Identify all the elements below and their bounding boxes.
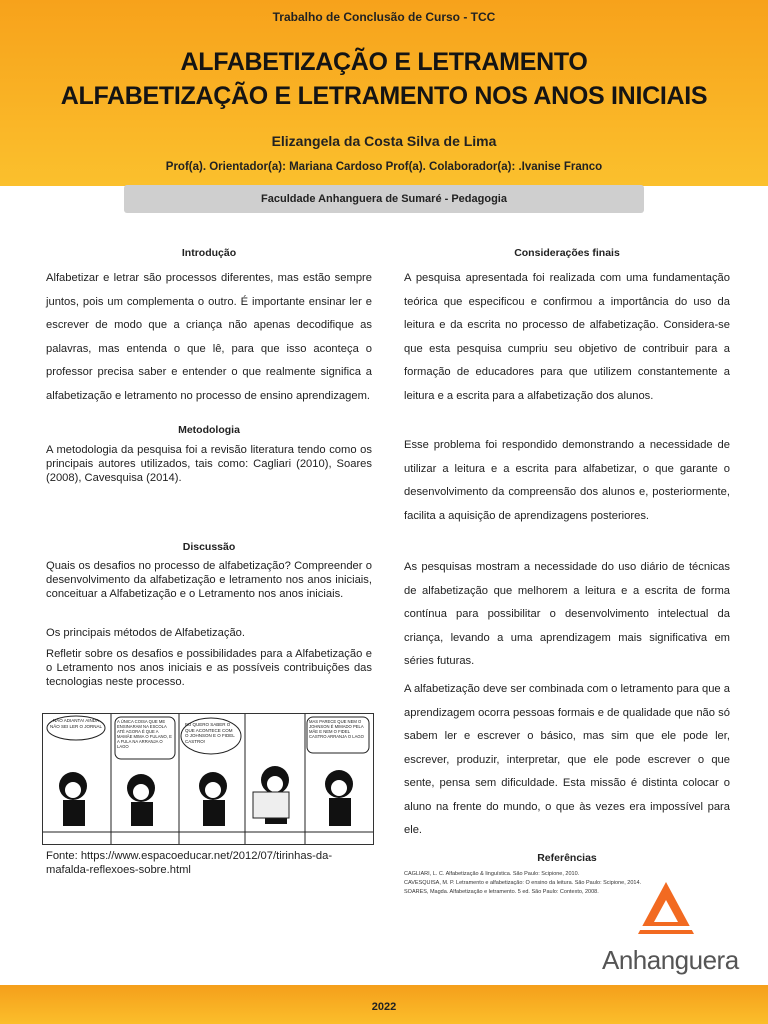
title-line-1: ALFABETIZAÇÃO E LETRAMENTO	[180, 48, 588, 76]
discussao-heading: Discussão	[182, 541, 236, 553]
consideracoes-text-3: As pesquisas mostram a necessidade do uso diário de técnicas de alfabetização que melhorem a leitura e a escrita de forma contínua para possibilitar o desenvolvimento intelectual da criança, levando a uma aprendizagem mais significativa em séries futuras.	[404, 561, 730, 667]
metodologia-text: A metodologia da pesquisa foi a revisão literatura tendo como os principais autores utilizados, tais como: Cagliari (2010), Soares (2008), Cavesquisa (2014).	[46, 444, 372, 484]
tcc-label: Trabalho de Conclusão de Curso - TCC	[272, 10, 496, 24]
comic-bubble-4: MAS PARECE QUE NEM O JOHNSON É MIMADO PELA MÃE E NEM O FIDEL CASTRO ARRANJA O LAGO	[309, 719, 364, 739]
consideracoes-heading: Considerações finais	[514, 247, 620, 259]
metodologia-heading: Metodologia	[178, 424, 240, 436]
comic-bubble-3: EU QUERO SABER O QUE ACONTECE COM O JOHNSON E O FIDEL CASTRO!	[185, 722, 235, 744]
consideracoes-text-1: A pesquisa apresentada foi realizada com uma fundamentação teórica que especificou e confirmou a importância do uso da leitura e da escrita no processo de alfabetização. Considera-se que esta pesquisa cumpriu seu objetivo de contribuir para a formação de educadores para que utilizem constantemente a leitura e a escrita para a alfabetização dos alunos.	[404, 272, 730, 402]
comic-bubble-1: NÃO ADIANTA! AINDA NÃO SEI LER O JORNAL	[49, 718, 102, 729]
author-name: Elizangela da Costa Silva de Lima	[271, 133, 497, 149]
discussao-text-1: Quais os desafios no processo de alfabetização? Compreender o desenvolvimento da alfabetização e letramento nos anos iniciais, conceituar a Alfabetização e o Letramento nos anos iniciais.	[46, 560, 372, 600]
referencia-item: CAVESQUISA, M. P. Letramento e alfabetização: O ensino da leitura. São Paulo: Scipione, 2014.	[404, 880, 642, 886]
referencias-heading: Referências	[537, 852, 597, 864]
faculty-bar	[124, 185, 644, 213]
discussao-text-3: Refletir sobre os desafios e possibilidades para a Alfabetização e o Letramento nos anos iniciais e as possíveis contribuições das tecnologias neste processo.	[46, 648, 372, 688]
title-line-2: ALFABETIZAÇÃO E LETRAMENTO NOS ANOS INICIAIS	[60, 82, 708, 110]
footer-year: 2022	[371, 1001, 397, 1013]
referencia-item: SOARES, Magda. Alfabetização e letramento. 5 ed. São Paulo: Contexto, 2008.	[404, 889, 599, 895]
comic-source: Fonte: https://www.espacoeducar.net/2012/07/tirinhas-da-mafalda-reflexoes-sobre.html	[46, 850, 333, 876]
discussao-text-2: Os principais métodos de Alfabetização.	[46, 627, 245, 639]
referencia-item: CAGLIARI, L. C. Alfabetização & linguística. São Paulo: Scipione, 2010.	[404, 871, 580, 877]
consideracoes-text-2: Esse problema foi respondido demonstrando a necessidade de utilizar a leitura e a escrita para alfabetizar, o que garante o desenvolvimento da compreensão dos alunos e, posteriormente, facilita a aquisição de aprendizagens posteriores.	[404, 439, 730, 522]
anhanguera-logo-text: Anhanguera	[602, 945, 739, 975]
intro-text: Alfabetizar e letrar são processos diferentes, mas estão sempre juntos, pois um complementa o outro. É importante ensinar ler e escrever de modo que a criança não apenas decodifique as palavras, mas entenda o que lê, para que isso aconteça o professor precisa saber e entender o que realmente significa a alfabetização e letramento no processo de ensino aprendizagem.	[46, 272, 372, 402]
anhanguera-triangle-icon	[638, 882, 694, 940]
faculty-label: Faculdade Anhanguera de Sumaré - Pedagogia	[261, 193, 507, 205]
advisors: Prof(a). Orientador(a): Mariana Cardoso Prof(a). Colaborador(a): .Ivanise Franco	[165, 161, 603, 173]
comic-strip	[42, 713, 374, 845]
consideracoes-text-4: A alfabetização deve ser combinada com o letramento para que a aprendizagem ocorra pessoas formais e de qualidade que não só sabem ler e escrever o básico, mas sim que ele pode ler, escrever, produzir, interpretar, que ele pode escrever o que sente, pensa sem dificuldade. Esta missão é distinta colocar o aluno na frente do mundo, o que às vezes era impossível para ele.	[404, 683, 730, 836]
intro-heading: Introdução	[181, 247, 237, 259]
comic-bubble-2: A ÚNICA COISA QUE ME ENSINARAM NA ESCOLA ATÉ AGORA É QUE A MAMÃE MIMA O FULANO, E A FULA NA ARRANJA O LAGO	[117, 719, 172, 749]
